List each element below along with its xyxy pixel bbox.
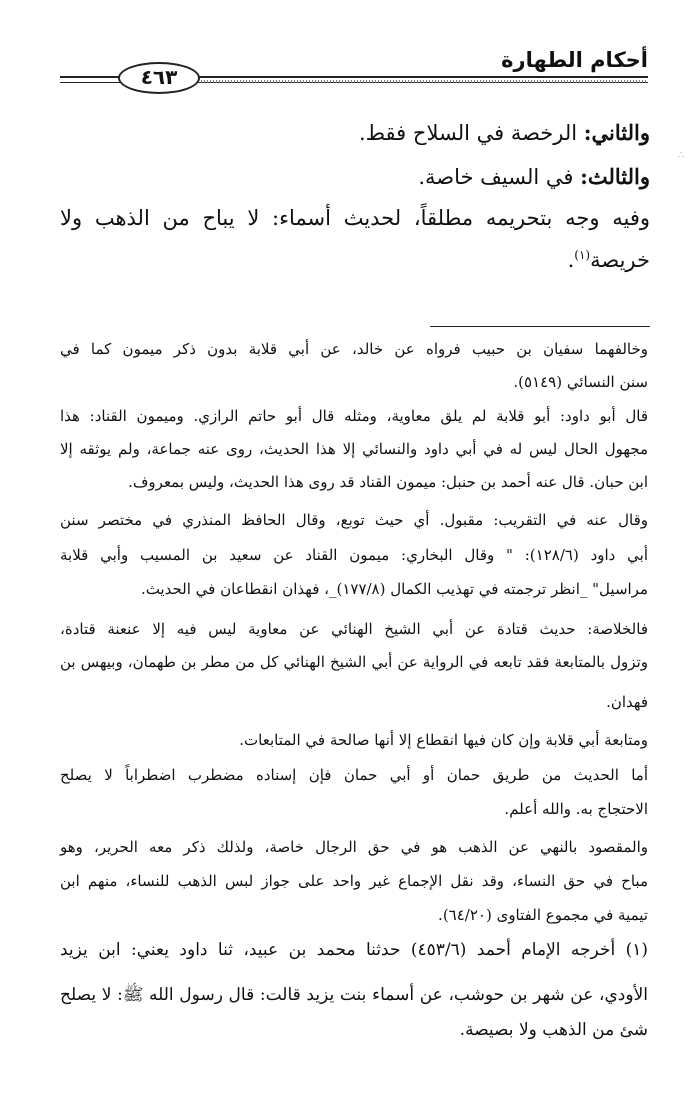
main-line-2-label: والثالث: [580, 164, 650, 189]
main-line-1-text: الرخصة في السلاح فقط. [358, 121, 584, 145]
page-header [60, 44, 648, 92]
footnote-line: الاحتجاج به. والله أعلم. [504, 800, 648, 818]
footnote-line: سنن النسائي (٥١٤٩). [513, 373, 648, 391]
main-line-1 [60, 120, 650, 146]
main-line-2-text: في السيف خاصة. [418, 165, 581, 189]
book-title: أحكام الطهارة [501, 48, 648, 72]
margin-mark-icon: ∴ [678, 150, 685, 161]
footnote-1-line: الأودي، عن شهر بن حوشب، عن أسماء بنت يزيد قالت: قال رسول الله ﷺ: لا يصلح [60, 985, 648, 1005]
page-number: ٤٦٣ [118, 62, 200, 94]
footnote-ref: (١) [574, 248, 591, 262]
footnote-line: مجهول الحال ليس له في أبي داود والنسائي إلا هذا الحديث، روى عنه جماعة، ولم يوثقه إلا [60, 440, 648, 458]
main-line-2 [60, 164, 650, 190]
main-line-1-label: والثاني: [583, 120, 650, 145]
main-line-4-text: خريصة [590, 248, 650, 272]
footnote-separator [430, 326, 650, 327]
footnote-line: مراسيل" _انظر ترجمته في تهذيب الكمال (١٧٧/٨)_، فهذان انقطاعان في الحديث. [140, 580, 648, 598]
footnote-line: فهدان. [606, 693, 648, 711]
footnote-line: أما الحديث من طريق حمان أو أبي حمان فإن إسناده مضطرب اضطراباً لا يصلح [60, 766, 648, 784]
footnote-line: وتزول بالمتابعة فقد تابعه في الرواية عن أبي الشيخ الهنائي كل من مطر بن طهمان، وبيهس بن [60, 653, 648, 671]
footnote-line: أبي داود (١٢٨/٦): " وقال البخاري: ميمون القناد عن سعيد بن المسيب وأبي قلابة [60, 546, 648, 564]
footnote-line: قال أبو داود: أبو قلابة لم يلق معاوية، ومثله قال أبو حاتم الرازي. وميمون القناد: هذا [60, 407, 648, 425]
footnote-line: والمقصود بالنهي عن الذهب هو في حق الرجال خاصة، ولذلك ذكر معه الحرير، وهو [60, 838, 648, 856]
footnote-line: ومتابعة أبي قلابة وإن كان فيها انقطاع إلا أنها صالحة في المتابعات. [239, 731, 648, 749]
footnote-line: تيمية في مجموع الفتاوى (٦٤/٢٠). [438, 906, 648, 924]
footnote-line: وخالفهما سفيان بن حبيب فرواه عن خالد، عن أبي قلابة بدون ذكر ميمون كما في [60, 340, 648, 358]
header-rule-pattern [180, 80, 648, 83]
footnote-line: فالخلاصة: حديث قتادة عن أبي الشيخ الهنائي عن معاوية ليس فيه إلا عنعنة قتادة، [60, 620, 648, 638]
main-line-3: وفيه وجه بتحريمه مطلقاً، لحديث أسماء: لا يباح من الذهب ولا [60, 206, 650, 230]
footnote-1-line: (١) أخرجه الإمام أحمد (٤٥٣/٦) حدثنا محمد بن عبيد، ثنا داود يعني: ابن يزيد [60, 940, 649, 960]
main-line-4 [60, 247, 650, 273]
footnote-line: وقال عنه في التقريب: مقبول. أي حيث توبع، وقال الحافظ المنذري في مختصر سنن [60, 511, 648, 529]
footnote-1-line: شئ من الذهب ولا بصيصة. [459, 1020, 648, 1040]
footnote-line: مباح في حق النساء، وقد نقل الإجماع غير واحد على جواز لبس الذهب للنساء، منهم ابن [60, 872, 648, 890]
main-line-4-end: . [567, 248, 575, 272]
footnote-line: ابن حبان. قال عنه أحمد بن حنبل: ميمون القناد قد روى هذا الحديث، وليس بمعروف. [128, 473, 648, 491]
